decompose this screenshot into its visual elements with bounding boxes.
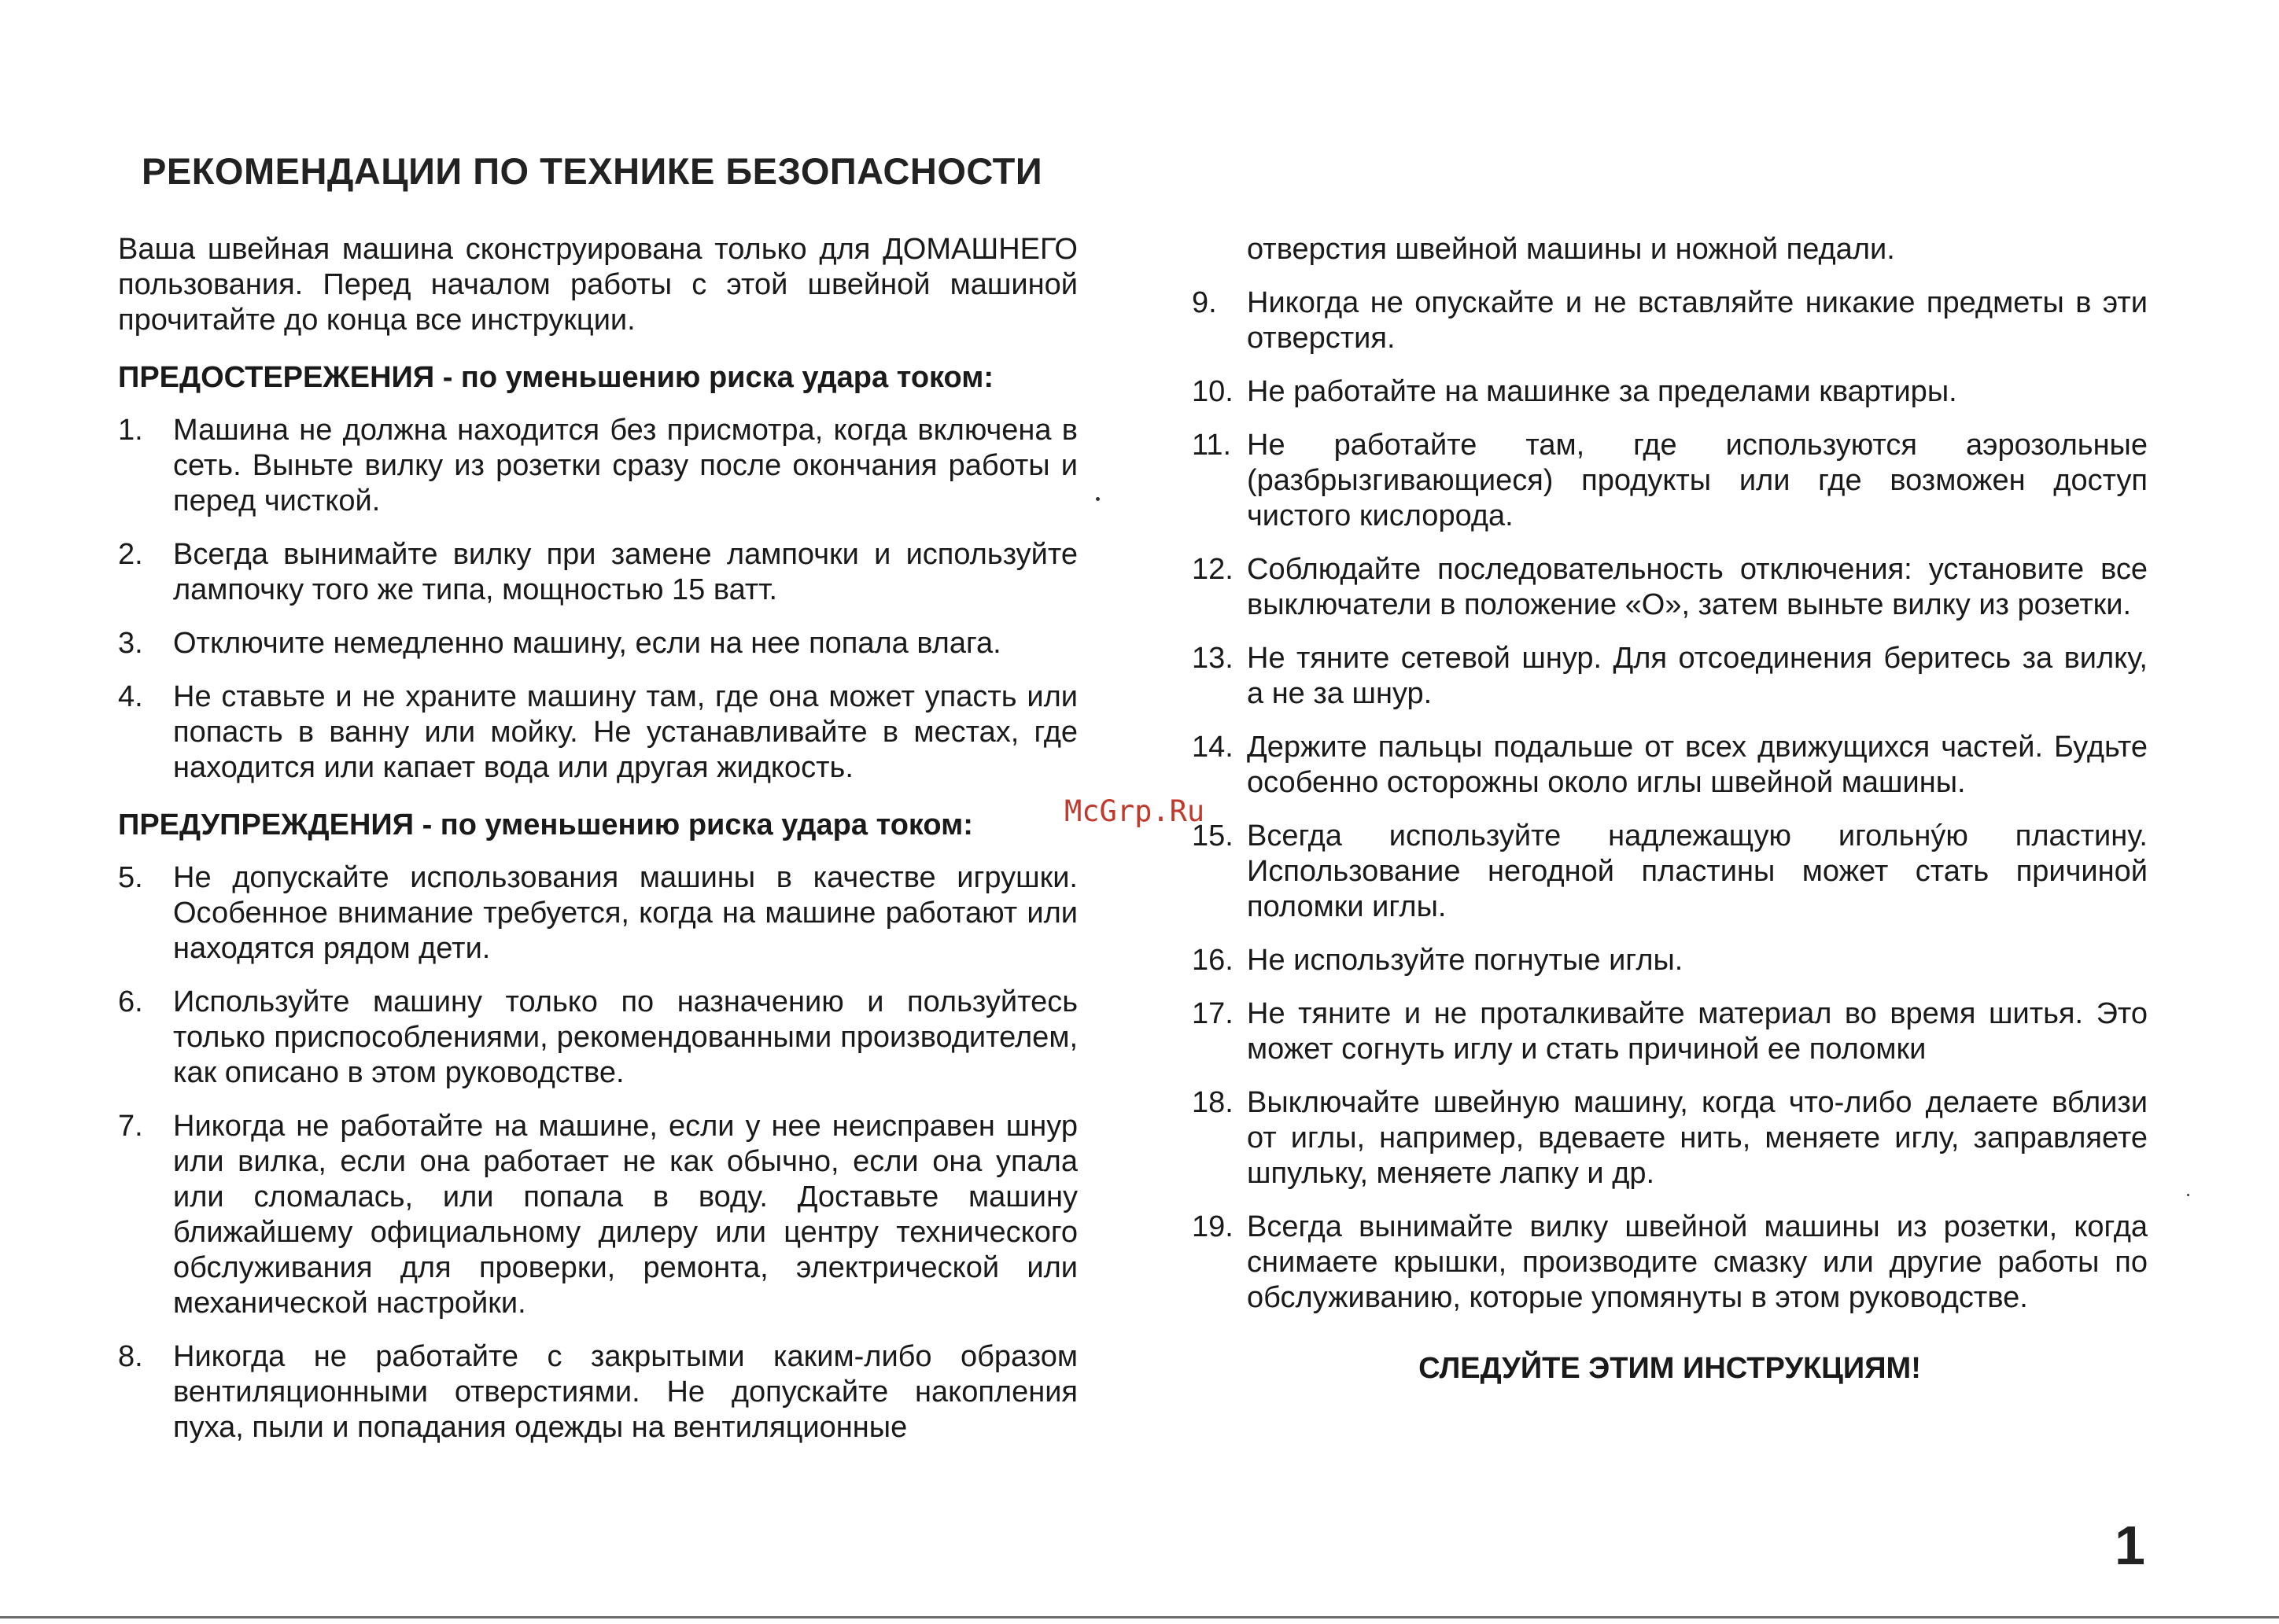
scan-edge-line <box>0 1616 2279 1618</box>
item-number: 4. <box>118 680 143 713</box>
item-text: Соблюдайте последовательность отключения: установите все выключатели в положение «О», затем выньте вилку из розетки. <box>1247 553 2148 621</box>
scan-speck <box>1096 497 1100 501</box>
item-number: 15. <box>1192 819 1234 853</box>
list-item <box>1192 374 2148 410</box>
list-item <box>118 626 1078 661</box>
item-text: Всегда вынимайте вилку швейной машины из розетки, когда снимаете крышки, производите смазку или другие работы по обслуживанию, которые упомянуты в этом руководстве. <box>1247 1210 2148 1314</box>
item-8-continuation: отверстия швейной машины и ножной педали. <box>1247 233 1895 266</box>
watermark-link[interactable]: McGrp.Ru <box>1064 794 1205 828</box>
item-text: Не тяните и не проталкивайте материал во время шитья. Это может согнуть иглу и стать причиной ее поломки <box>1247 997 2148 1066</box>
item-text: Никогда не работайте с закрытыми каким-либо образом вентиляционными отверстиями. Не допускайте накопления пуха, пыли и попадания одежды на вентиляционные <box>173 1340 1078 1444</box>
item-number: 3. <box>118 627 143 660</box>
closing-statement: СЛЕДУЙТЕ ЭТИМ ИНСТРУКЦИЯМ! <box>1418 1352 1921 1385</box>
list-item <box>118 679 1078 786</box>
item-text: Не тяните сетевой шнур. Для отсоединения беритесь за вилку, а не за шнур. <box>1247 642 2148 710</box>
item-number: 19. <box>1192 1210 1234 1243</box>
list-item <box>1192 428 2148 534</box>
list-item <box>118 537 1078 608</box>
item-text: Используйте машину только по назначению и пользуйтесь только приспособлениями, рекомендованными производителем, как описано в этом руководстве. <box>173 985 1078 1089</box>
section-heading-cautions: ПРЕДОСТЕРЕЖЕНИЯ - по уменьшению риска удара током: <box>118 361 994 394</box>
item-text: Держите пальцы подальше от всех движущихся частей. Будьте особенно осторожны около иглы швейной машины. <box>1247 731 2148 799</box>
item-text: Не используйте погнутые иглы. <box>1247 944 1683 977</box>
item-number: 14. <box>1192 731 1234 764</box>
list-item <box>1192 285 2148 356</box>
list-item <box>1192 943 2148 978</box>
list-item <box>1192 730 2148 801</box>
item-number: 2. <box>118 538 143 571</box>
item-number: 1. <box>118 414 143 447</box>
item-number: 17. <box>1192 997 1234 1030</box>
item-number: 9. <box>1192 286 1217 319</box>
item-text: Никогда не работайте на машине, если у нее неисправен шнур или вилка, если она работает не как обычно, если она упала или сломалась, или попала в воду. Доставьте машину ближайшему официальному дилеру или центру технического обслуживания для проверки, ремонта, электрической или механической настройки. <box>173 1110 1078 1320</box>
item-text: Всегда вынимайте вилку при замене лампочки и используйте лампочку того же типа, мощностью 15 ватт. <box>173 538 1078 606</box>
item-number: 6. <box>118 985 143 1018</box>
list-item <box>118 1339 1078 1445</box>
item-number: 10. <box>1192 375 1234 408</box>
item-text: Не ставьте и не храните машину там, где она может упасть или попасть в ванну или мойку. Не устанавливайте в местах, где находится или капает вода или другая жидкость. <box>173 680 1078 784</box>
page-title: РЕКОМЕНДАЦИИ ПО ТЕХНИКЕ БЕЗОПАСНОСТИ <box>142 150 1043 192</box>
list-item <box>118 1109 1078 1321</box>
item-number: 18. <box>1192 1086 1234 1119</box>
list-item <box>1192 996 2148 1067</box>
intro-paragraph: Ваша швейная машина сконструирована только для ДОМАШНЕГО пользования. Перед началом работы с этой швейной машиной прочитайте до конца все инструкции. <box>118 233 1078 337</box>
list-item <box>1192 552 2148 623</box>
item-number: 8. <box>118 1340 143 1373</box>
item-number: 13. <box>1192 642 1234 675</box>
item-number: 16. <box>1192 944 1234 977</box>
item-text: Всегда используйте надлежащую игольнýю пластину. Использование негодной пластины может стать причиной поломки иглы. <box>1247 819 2148 923</box>
item-text: Не допускайте использования машины в качестве игрушки. Особенное внимание требуется, когда на машине работают или находятся рядом дети. <box>173 861 1078 965</box>
list-item <box>1192 819 2148 925</box>
list-item <box>118 985 1078 1091</box>
item-number: 7. <box>118 1110 143 1143</box>
right-column <box>1192 232 2148 1386</box>
left-column <box>118 232 1078 1464</box>
item-number: 5. <box>118 861 143 894</box>
list-item <box>1192 1210 2148 1316</box>
item-text: Отключите немедленно машину, если на нее попала влага. <box>173 627 1001 660</box>
page-number: 1 <box>2115 1515 2145 1576</box>
item-number: 11. <box>1192 429 1232 462</box>
list-item <box>118 860 1078 967</box>
list-item <box>1192 641 2148 712</box>
list-item <box>118 413 1078 519</box>
scan-speck <box>2187 1194 2189 1196</box>
item-text: Выключайте швейную машину, когда что-либо делаете вблизи от иглы, например, вдеваете нить, меняете иглу, заправляете шпульку, меняете лапку и др. <box>1247 1086 2148 1190</box>
item-number: 12. <box>1192 553 1234 586</box>
item-text: Не работайте на машинке за пределами квартиры. <box>1247 375 1957 408</box>
list-item <box>1192 1085 2148 1191</box>
section-heading-warnings: ПРЕДУПРЕЖДЕНИЯ - по уменьшению риска удара током: <box>118 808 973 841</box>
item-text: Никогда не опускайте и не вставляйте никакие предметы в эти отверстия. <box>1247 286 2148 355</box>
item-text: Не работайте там, где используются аэрозольные (разбрызгивающиеся) продукты или где возможен доступ чистого кислорода. <box>1247 429 2148 532</box>
item-text: Машина не должна находится без присмотра, когда включена в сеть. Выньте вилку из розетки сразу после окончания работы и перед чисткой. <box>173 414 1078 517</box>
